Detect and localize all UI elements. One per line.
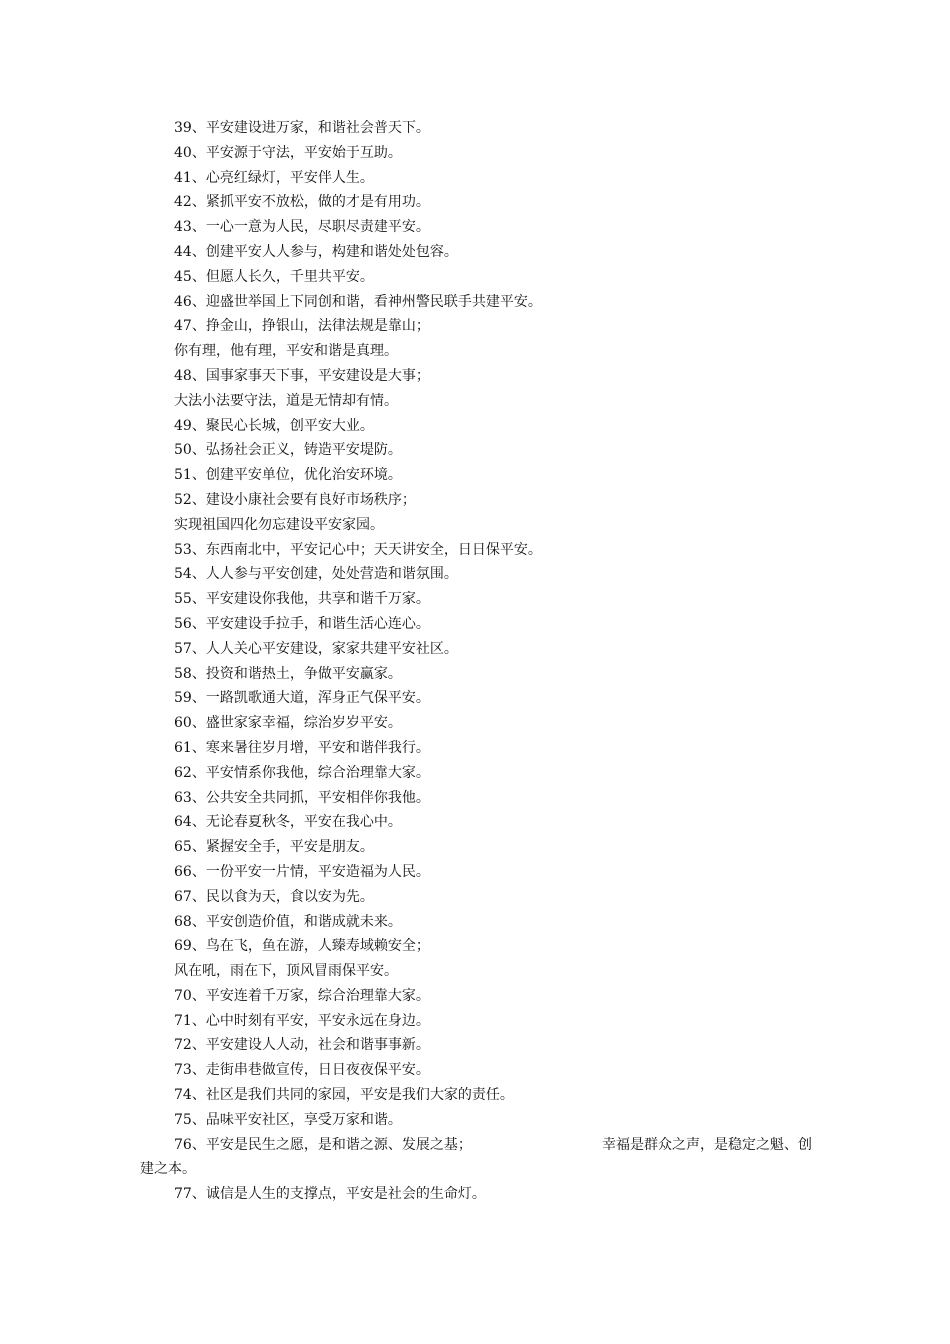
slogan-item: 50、弘扬社会正义，铸造平安堤防。 (174, 442, 402, 459)
slogan-item: 73、走街串巷做宣传，日日夜夜保平安。 (174, 1062, 430, 1079)
slogan-continuation: 风在吼，雨在下，顶风冒雨保平安。 (174, 963, 398, 980)
slogan-item: 55、平安建设你我他，共享和谐千万家。 (174, 591, 430, 608)
slogan-continuation: 实现祖国四化勿忘建设平安家园。 (174, 516, 384, 533)
slogan-item: 53、东西南北中，平安记心中；天天讲安全，日日保平安。 (174, 541, 542, 558)
slogan-item: 47、挣金山，挣银山，法律法规是靠山； (174, 318, 430, 335)
slogan-item-76 (140, 1133, 816, 1158)
slogan-item: 75、品味平安社区，享受万家和谐。 (174, 1111, 402, 1128)
slogan-item: 57、人人关心平安建设，家家共建平安社区。 (174, 640, 458, 657)
slogan-item: 70、平安连着千万家，综合治理靠大家。 (174, 987, 430, 1004)
slogan-item: 41、心亮红绿灯，平安伴人生。 (174, 169, 374, 186)
slogan-item: 74、社区是我们共同的家园，平安是我们大家的责任。 (174, 1087, 514, 1104)
slogan-item: 72、平安建设人人动，社会和谐事事新。 (174, 1037, 430, 1054)
slogan-item: 61、寒来暑往岁月增，平安和谐伴我行。 (174, 739, 430, 756)
slogan-item: 42、紧抓平安不放松，做的才是有用功。 (174, 194, 430, 211)
slogan-item: 64、无论春夏秋冬，平安在我心中。 (174, 814, 402, 831)
slogan-item: 68、平安创造价值，和谐成就未来。 (174, 913, 402, 930)
slogan-item: 67、民以食为天，食以安为先。 (174, 888, 374, 905)
slogan-item: 58、投资和谐热土，争做平安赢家。 (174, 665, 402, 682)
slogan-76-part-1: 76、平安是民生之愿，是和谐之源、发展之基； (174, 1136, 472, 1153)
slogan-item: 59、一路凯歌通大道，浑身正气保平安。 (174, 690, 430, 707)
slogan-item: 56、平安建设手拉手，和谐生活心连心。 (174, 615, 430, 632)
slogan-list (140, 116, 816, 1133)
slogan-item: 65、紧握安全手，平安是朋友。 (174, 839, 374, 856)
slogan-continuation: 大法小法要守法，道是无情却有情。 (174, 392, 398, 409)
slogan-item: 60、盛世家家幸福，综治岁岁平安。 (174, 715, 402, 732)
slogan-continuation: 你有理，他有理，平安和谐是真理。 (174, 343, 398, 360)
slogan-item: 54、人人参与平安创建，处处营造和谐氛围。 (174, 566, 458, 583)
slogan-item: 63、公共安全共同抓，平安相伴你我他。 (174, 789, 430, 806)
slogan-item: 45、但愿人长久，千里共平安。 (174, 268, 374, 285)
slogan-item: 69、鸟在飞，鱼在游，人臻寿域赖安全； (174, 938, 430, 955)
slogan-item: 44、创建平安人人参与，构建和谐处处包容。 (174, 243, 458, 260)
slogan-item: 51、创建平安单位，优化治安环境。 (174, 467, 402, 484)
slogan-76-part-2: 幸福是群众之声，是稳定之魁、创 (602, 1136, 812, 1153)
slogan-item-77: 77、诚信是人生的支撑点，平安是社会的生命灯。 (174, 1186, 486, 1203)
document-page (140, 116, 816, 1207)
slogan-item: 40、平安源于守法，平安始于互助。 (174, 144, 402, 161)
slogan-item: 49、聚民心长城，创平安大业。 (174, 417, 374, 434)
slogan-item: 43、一心一意为人民，尽职尽责建平安。 (174, 219, 430, 236)
slogan-item: 66、一份平安一片情，平安造福为人民。 (174, 863, 430, 880)
slogan-76-wrap: 建之本。 (140, 1161, 196, 1178)
slogan-item: 48、国事家事天下事，平安建设是大事； (174, 367, 430, 384)
slogan-item: 62、平安情系你我他，综合治理靠大家。 (174, 764, 430, 781)
slogan-item: 52、建设小康社会要有良好市场秩序； (174, 491, 416, 508)
slogan-item: 39、平安建设进万家，和谐社会普天下。 (174, 120, 430, 136)
slogan-item: 46、迎盛世举国上下同创和谐，看神州警民联手共建平安。 (174, 293, 542, 310)
slogan-item: 71、心中时刻有平安，平安永远在身边。 (174, 1012, 430, 1029)
